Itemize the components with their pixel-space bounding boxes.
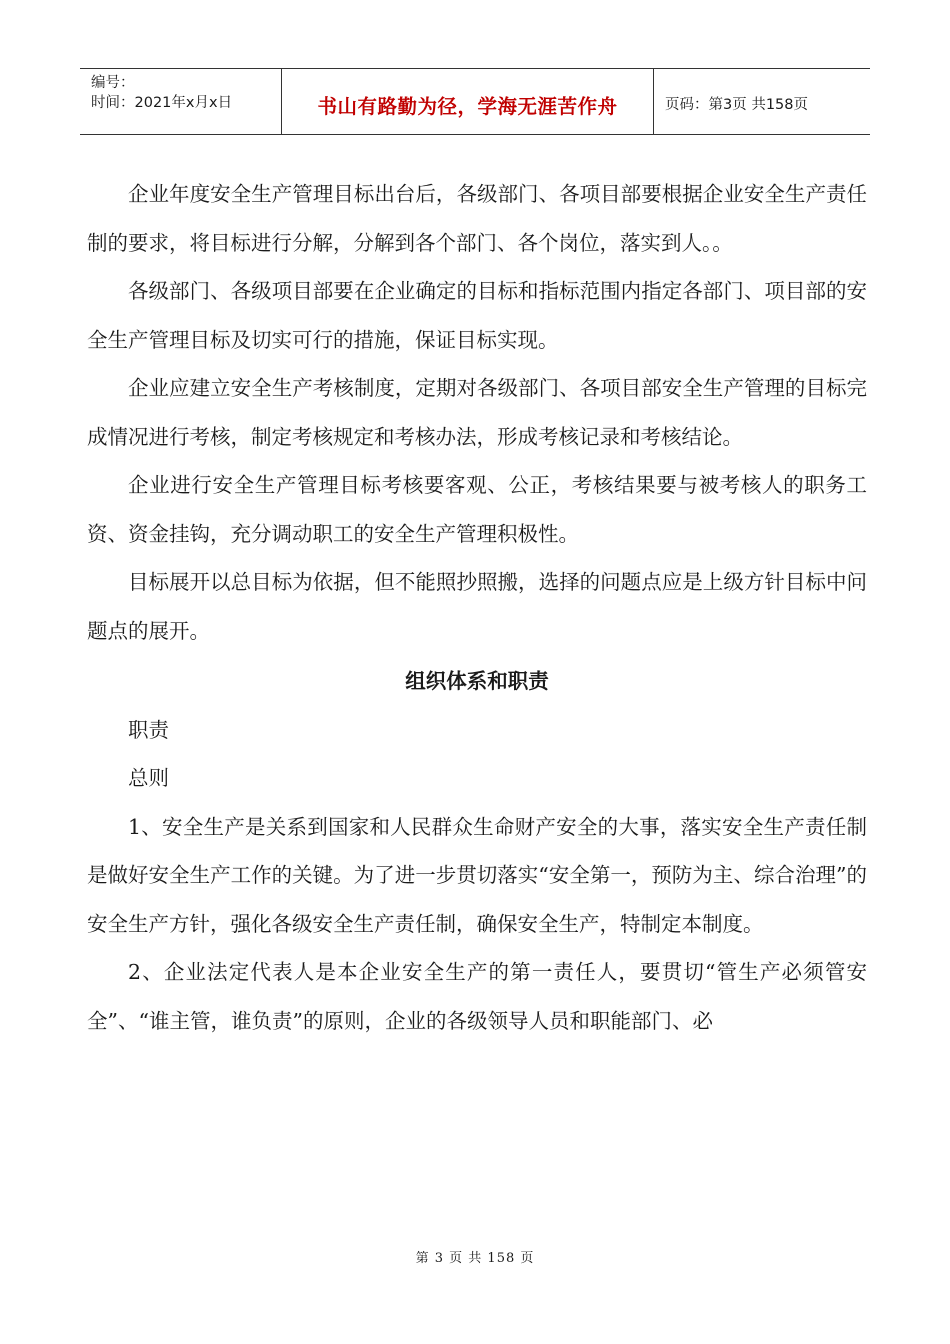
header-page-info: 页码：第3页 共158页: [665, 97, 809, 113]
document-number-label: 编号：: [91, 75, 135, 91]
body-paragraph: 2、企业法定代表人是本企业安全生产的第一责任人，要贯切“管生产必须管安全”、“谁主管，谁负责”的原则，企业的各级领导人员和职能部门、必: [87, 960, 867, 1033]
header-page-cell: [654, 69, 870, 134]
body-paragraph: 各级部门、各级项目部要在企业确定的目标和指标范围内指定各部门、项目部的安全生产管理目标及切实可行的措施，保证目标实现。: [87, 279, 867, 352]
body-paragraph: 1、安全生产是关系到国家和人民群众生命财产安全的大事，落实安全生产责任制是做好安全生产工作的关键。为了进一步贯切落实“安全第一，预防为主、综合治理”的安全生产方针，强化各级安全生产责任制，确保安全生产，特制定本制度。: [87, 814, 867, 936]
body-paragraph: 目标展开以总目标为依据，但不能照抄照搬，选择的问题点应是上级方针目标中问题点的展开。: [87, 570, 867, 643]
body-paragraph: 总则: [128, 766, 169, 790]
header-motto: 书山有路勤为径，学海无涯苦作舟: [317, 94, 618, 118]
body-paragraph: 企业应建立安全生产考核制度，定期对各级部门、各项目部安全生产管理的目标完成情况进行考核，制定考核规定和考核办法，形成考核记录和考核结论。: [87, 376, 867, 449]
page-header: [80, 68, 870, 135]
body-paragraph: 职责: [128, 717, 169, 742]
document-body: [87, 170, 867, 1045]
section-heading: 组织体系和职责: [405, 669, 549, 693]
header-motto-cell: [282, 69, 654, 134]
page-footer: 第 3 页 共 158 页: [415, 1251, 535, 1266]
document-date-label: 时间：2021年x月x日: [91, 95, 233, 111]
body-paragraph: 企业年度安全生产管理目标出台后，各级部门、各项目部要根据企业安全生产责任制的要求，将目标进行分解，分解到各个部门、各个岗位，落实到人。。: [87, 182, 867, 255]
header-meta-cell: [80, 69, 282, 134]
body-paragraph: 企业进行安全生产管理目标考核要客观、公正，考核结果要与被考核人的职务工资、资金挂钩，充分调动职工的安全生产管理积极性。: [87, 473, 867, 546]
